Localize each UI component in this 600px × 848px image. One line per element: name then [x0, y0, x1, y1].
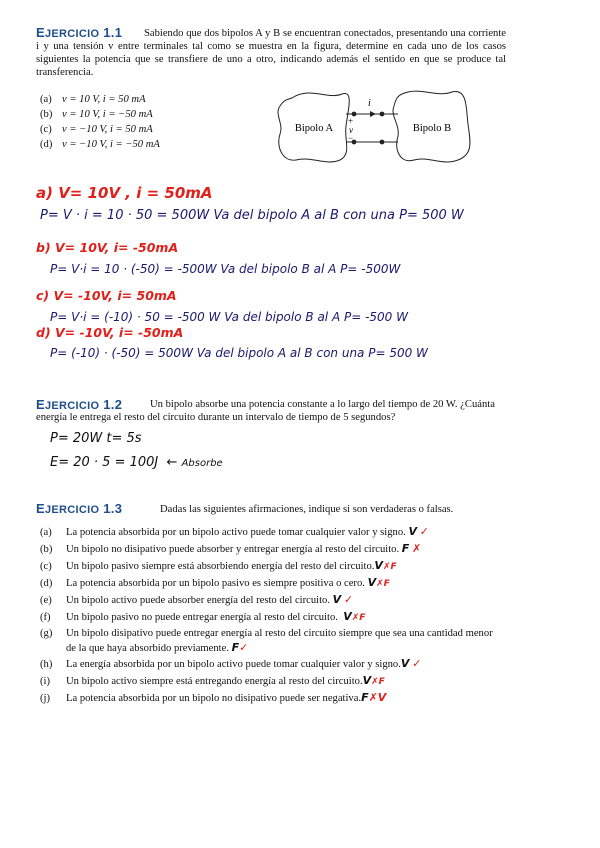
list-item: (b) Un bipolo no disipativo puede absorber y entregar energía al resto del circuito. F ✗ [40, 542, 422, 555]
ex2-title: EJERCICIO 1.2 [36, 397, 123, 412]
ex2-hand-result: E= 20 · 5 = 100J ← Absorbe [50, 455, 223, 470]
hand-d-work: P= (-10) · (-50) = 500W Va del bipolo A al B con una P= 500 W [50, 346, 428, 360]
hand-c-work: P= V·i = (-10) · 50 = -500 W Va del bipolo B al A P= -500 W [50, 310, 408, 324]
terminal-dot [380, 112, 385, 117]
case-c: (c) v = −10 V, i = 50 mA [40, 124, 153, 135]
hand-a-work: P= V · i = 10 · 50 = 500W Va del bipolo A al B con una P= 500 W [40, 208, 464, 223]
list-item: (d) La potencia absorbida por un bipolo pasivo es siempre positiva o cero. V✗F [40, 576, 390, 589]
bipolo-figure [270, 80, 490, 170]
ex2-statement-1: Un bipolo absorbe una potencia constante a lo largo del tiempo de 20 W. ¿Cuánta [150, 399, 495, 410]
hand-c-head: c) V= -10V, i= 50mA [36, 288, 177, 303]
minus-sign: − [348, 133, 354, 143]
list-item: (i) Un bipolo activo siempre está entregando energía al resto del circuito.V✗F [40, 674, 385, 687]
voltage-label: v [349, 125, 353, 135]
ex3-statement: Dadas las siguientes afirmaciones, indique si son verdaderas o falsas. [160, 504, 454, 515]
case-b: (b) v = 10 V, i = −50 mA [40, 109, 153, 120]
hand-b-head: b) V= 10V, i= -50mA [36, 240, 179, 255]
hand-a-head: a) V= 10V , i = 50mA [36, 184, 213, 202]
hand-b-work: P= V·i = 10 · (-50) = -500W Va del bipolo B al A P= -500W [50, 262, 401, 276]
bipolo-a-label: Bipolo A [294, 123, 334, 134]
ex1-title: EJERCICIO 1.1 [36, 25, 123, 40]
case-a: (a) v = 10 V, i = 50 mA [40, 94, 146, 105]
list-item: (h) La energía absorbida por un bipolo activo puede tomar cualquier valor y signo.V ✓ [40, 657, 422, 670]
ex3-title: EJERCICIO 1.3 [36, 501, 123, 516]
current-arrow [370, 111, 376, 117]
list-item: (e) Un bipolo activo puede absorber energía del resto del circuito. V ✓ [40, 593, 354, 606]
ex1-cases [40, 92, 160, 152]
list-item: (g) Un bipolo disipativo puede entregar energía al resto del circuito siempre que sea una cantidad menor de la que haya absorbido previamente. F✓ [40, 628, 493, 654]
list-item: (c) Un bipolo pasivo siempre está absorbiendo energía del resto del circuito.V✗F [40, 559, 397, 572]
ex3-list [40, 525, 585, 708]
list-item: (j) La potencia absorbida por un bipolo no disipativo puede ser negativa.F✗V [40, 691, 387, 704]
ex1-statement: Sabiendo que dos bipolos A y B se encuentran conectados, presentando una corriente i y una tensión v entre terminales tal como se muestra en la figura, determine en cada uno de los casos siguientes la potencia que se transfiere de uno a otro, indicando además el sentido en que se produce tal transferencia. [36, 28, 506, 78]
ex2-arrow: ← [166, 455, 178, 470]
terminal-dot [380, 140, 385, 145]
list-item: (a) La potencia absorbida por un bipolo activo puede tomar cualquier valor y signo. V ✓ [40, 525, 429, 538]
case-d: (d) v = −10 V, i = −50 mA [40, 139, 160, 150]
plus-sign: + [348, 116, 354, 126]
current-label: i [368, 98, 371, 109]
ex2-statement-2: energía le entrega el resto del circuito durante un intervalo de tiempo de 5 segundos? [36, 412, 396, 423]
hand-d-head: d) V= -10V, i= -50mA [36, 325, 184, 340]
list-item: (f) Un bipolo pasivo no puede entregar energía al resto del circuito. V✗F [40, 610, 366, 623]
bipolo-b-label: Bipolo B [412, 123, 452, 134]
ex2-hand-data: P= 20W t= 5s [50, 431, 142, 446]
